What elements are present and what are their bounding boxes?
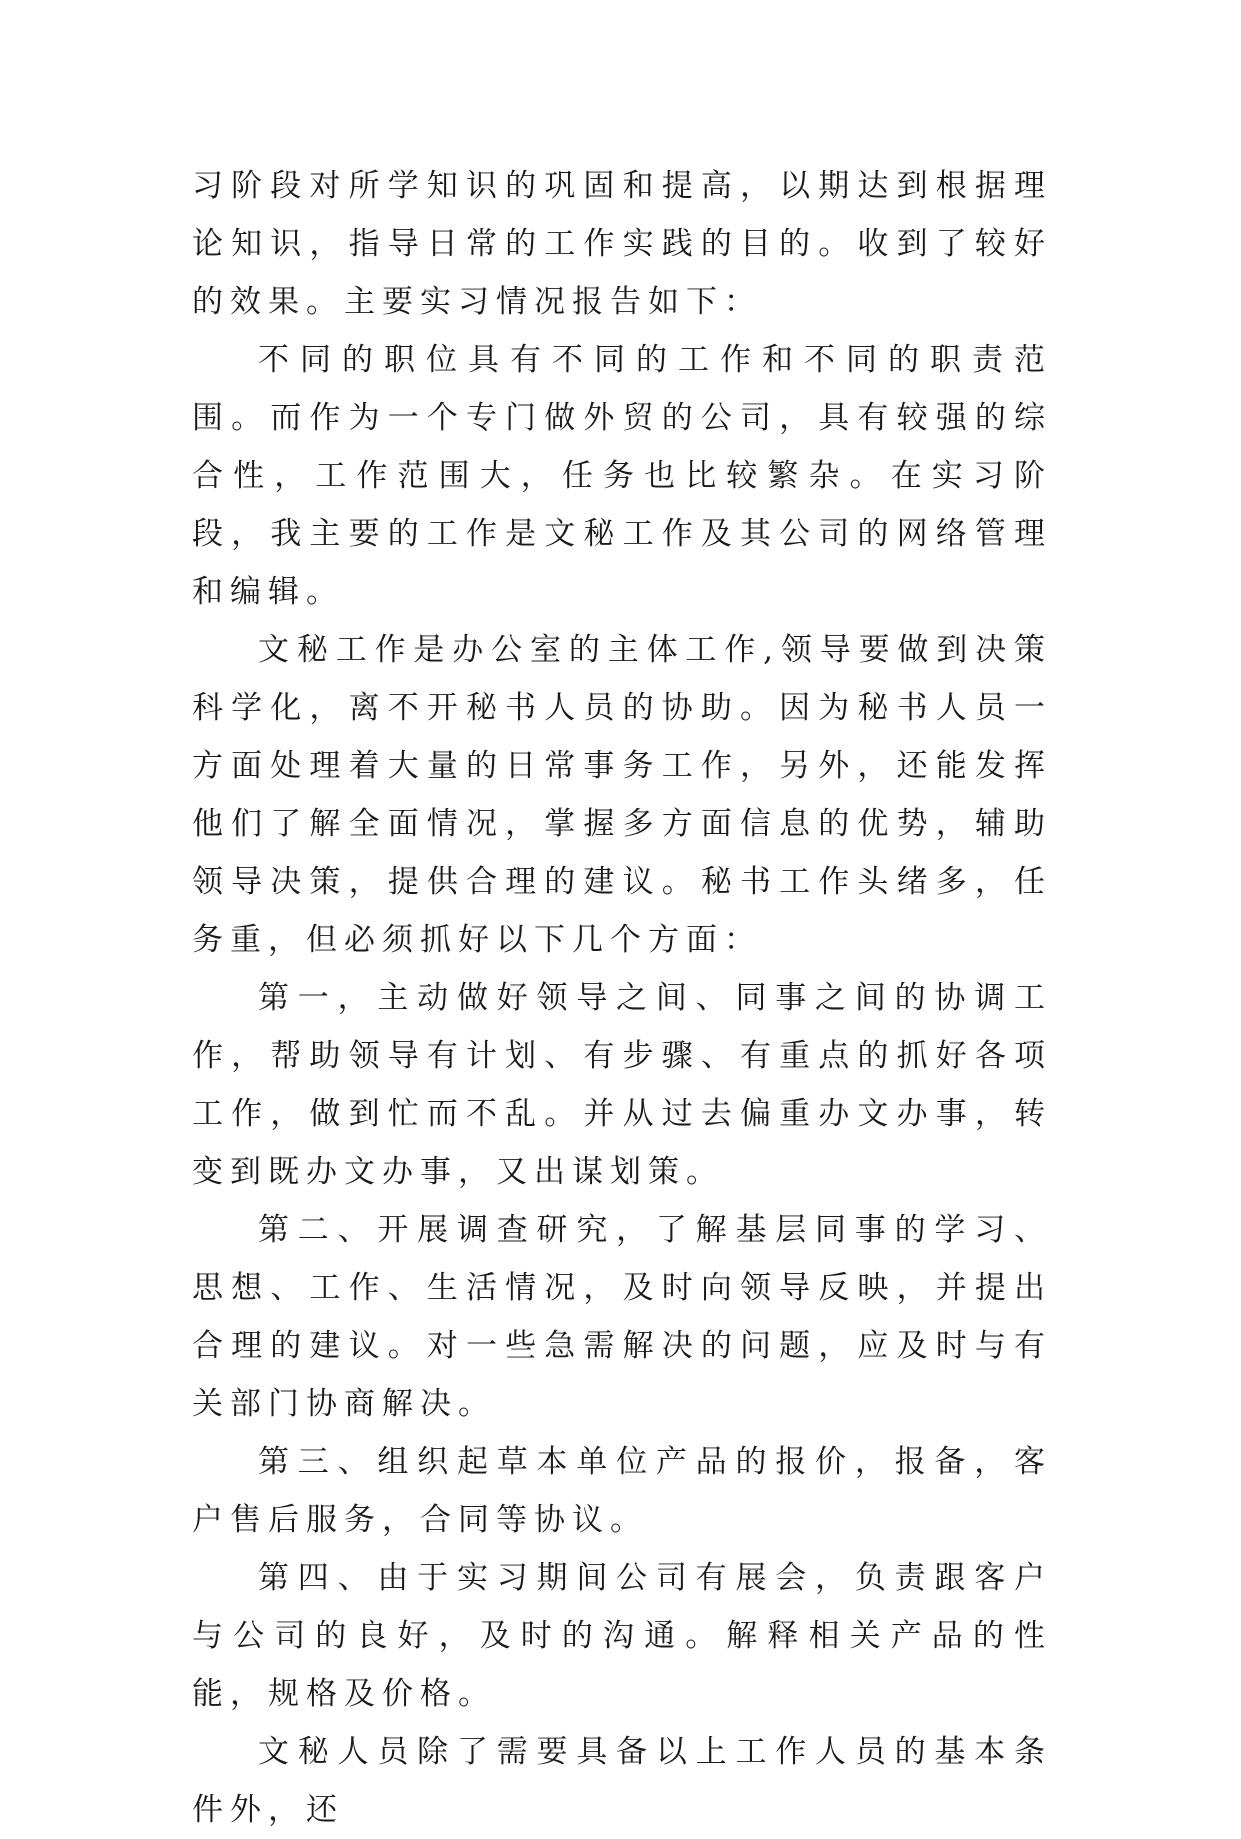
- paragraph-4: 第一，主动做好领导之间、同事之间的协调工作，帮助领导有计划、有步骤、有重点的抓好各项工作，做到忙而不乱。并从过去偏重办文办事，转变到既办文办事，又出谋划策。: [192, 980, 1052, 1190]
- paragraph-7: 第四、由于实习期间公司有展会，负责跟客户与公司的良好，及时的沟通。解释相关产品的性能，规格及价格。: [192, 1560, 1052, 1712]
- paragraph-5: 第二、开展调查研究，了解基层同事的学习、思想、工作、生活情况，及时向领导反映，并提出合理的建议。对一些急需解决的问题，应及时与有关部门协商解决。: [192, 1212, 1052, 1422]
- paragraph-3: 文秘工作是办公室的主体工作,领导要做到决策科学化，离不开秘书人员的协助。因为秘书人员一方面处理着大量的日常事务工作，另外，还能发挥他们了解全面情况，掌握多方面信息的优势，辅助领导决策，提供合理的建议。秘书工作头绪多，任务重，但必须抓好以下几个方面：: [192, 632, 1052, 958]
- paragraph-2: 不同的职位具有不同的工作和不同的职责范围。而作为一个专门做外贸的公司，具有较强的综合性，工作范围大，任务也比较繁杂。在实习阶段，我主要的工作是文秘工作及其公司的网络管理和编辑。: [192, 342, 1052, 610]
- paragraph-6: 第三、组织起草本单位产品的报价，报备，客户售后服务，合同等协议。: [192, 1444, 1052, 1538]
- document-body: [192, 157, 1052, 1839]
- paragraph-1: 习阶段对所学知识的巩固和提高，以期达到根据理论知识，指导日常的工作实践的目的。收到了较好的效果。主要实习情况报告如下：: [192, 168, 1052, 320]
- paragraph-8: 文秘人员除了需要具备以上工作人员的基本条件外，还: [192, 1734, 1052, 1828]
